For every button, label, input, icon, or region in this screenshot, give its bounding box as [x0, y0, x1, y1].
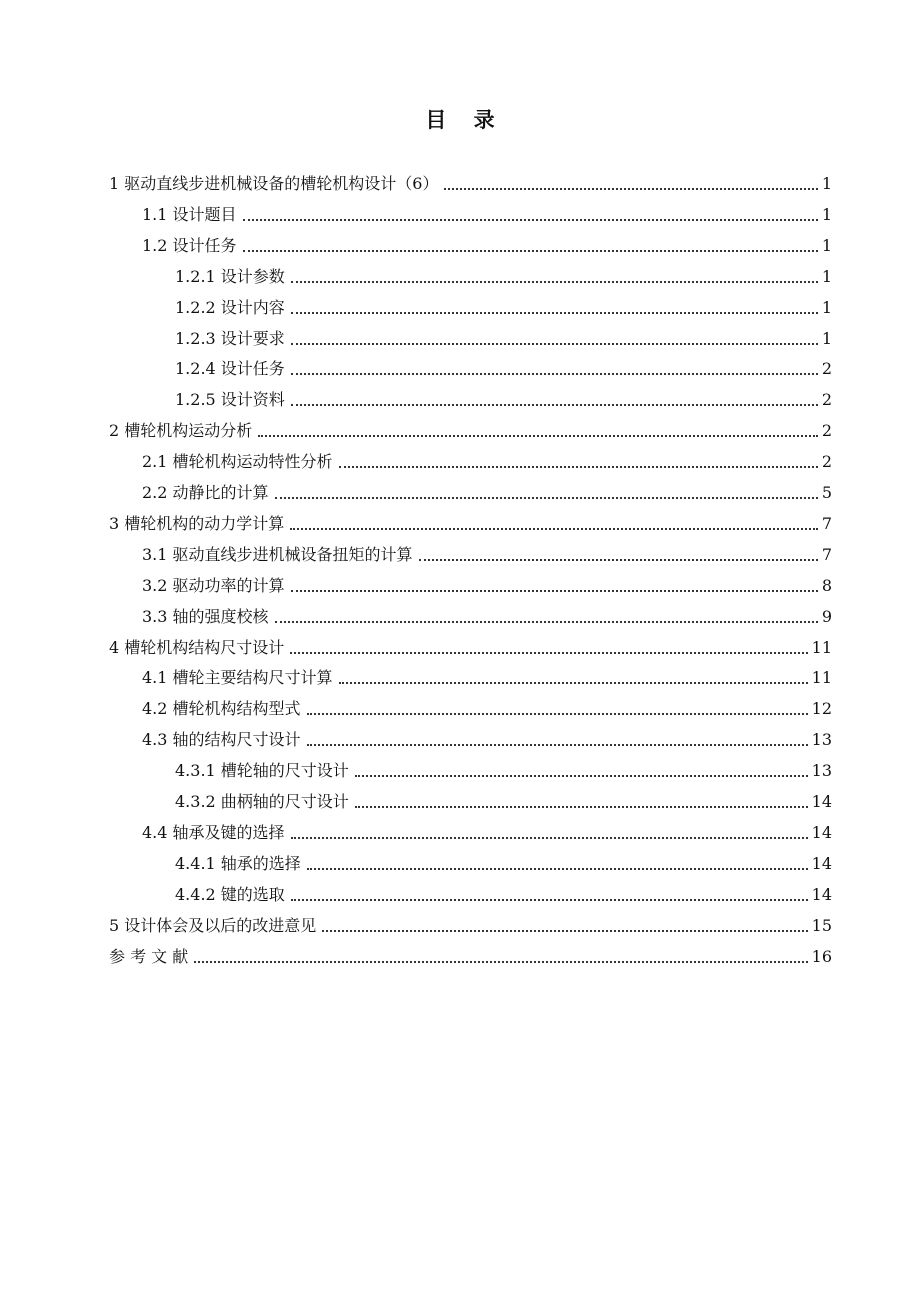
- toc-entry-page-number: 11: [811, 668, 832, 687]
- toc-entry-label: 2.2 动静比的计算: [142, 483, 269, 502]
- toc-dot-leader: [290, 508, 818, 530]
- toc-entry-page-number: 14: [811, 792, 832, 811]
- toc-entry-page-number: 1: [821, 329, 832, 348]
- toc-entry-page-number: 2: [821, 359, 832, 378]
- toc-entry-page-number: 8: [821, 576, 832, 595]
- toc-entry-page-number: 1: [821, 205, 832, 224]
- toc-dot-leader: [291, 879, 808, 901]
- toc-entry-label: 4.4.2 键的选取: [175, 885, 285, 904]
- toc-entry-page-number: 1: [821, 236, 832, 255]
- toc-dot-leader: [243, 199, 818, 221]
- toc-entry[interactable]: [142, 725, 832, 751]
- toc-entry-page-number: 5: [821, 483, 832, 502]
- toc-entry-page-number: 13: [811, 730, 832, 749]
- toc-entry-label: 4.3 轴的结构尺寸设计: [142, 730, 301, 749]
- toc-entry[interactable]: [142, 694, 832, 720]
- toc-entry[interactable]: [142, 231, 832, 257]
- toc-entry-label: 4 槽轮机构结构尺寸设计: [109, 638, 285, 657]
- toc-entry-label: 4.3.1 槽轮轴的尺寸设计: [175, 761, 349, 780]
- toc-dot-leader: [275, 601, 818, 623]
- toc-dot-leader: [290, 632, 807, 654]
- toc-title: 目 录: [425, 108, 505, 132]
- toc-dot-leader: [194, 941, 807, 963]
- toc-entry[interactable]: [175, 880, 832, 906]
- toc-entry[interactable]: [109, 416, 832, 442]
- toc-entry-page-number: 16: [811, 947, 832, 966]
- toc-entry-page-number: 15: [811, 916, 832, 935]
- toc-entry[interactable]: [175, 849, 832, 875]
- toc-entry[interactable]: [142, 818, 832, 844]
- toc-dot-leader: [307, 848, 808, 870]
- toc-dot-leader: [291, 323, 818, 345]
- toc-entry-label: 2.1 槽轮机构运动特性分析: [142, 452, 333, 471]
- toc-entry-page-number: 1: [821, 174, 832, 193]
- toc-entry[interactable]: [142, 602, 832, 628]
- toc-entry[interactable]: [142, 200, 832, 226]
- toc-entry-label: 4.2 槽轮机构结构型式: [142, 699, 301, 718]
- toc-entry-page-number: 11: [811, 638, 832, 657]
- toc-dot-leader: [291, 292, 818, 314]
- toc-entry-label: 1.1 设计题目: [142, 205, 237, 224]
- toc-entry-page-number: 14: [811, 885, 832, 904]
- toc-dot-leader: [444, 168, 817, 190]
- toc-dot-leader: [322, 910, 807, 932]
- toc-entry[interactable]: [142, 663, 832, 689]
- toc-entry-label: 3 槽轮机构的动力学计算: [109, 514, 285, 533]
- toc-entry-page-number: 14: [811, 854, 832, 873]
- toc-entry[interactable]: [142, 478, 832, 504]
- toc-entry-page-number: 1: [821, 298, 832, 317]
- toc-dot-leader: [307, 693, 808, 715]
- toc-entry[interactable]: [142, 571, 832, 597]
- toc-entry-label: 1.2.4 设计任务: [175, 359, 285, 378]
- toc-entry[interactable]: [142, 540, 832, 566]
- toc-entry-label: 4.4.1 轴承的选择: [175, 854, 301, 873]
- toc-entry[interactable]: [109, 169, 832, 195]
- toc-entry-label: 4.3.2 曲柄轴的尺寸设计: [175, 792, 349, 811]
- toc-entry-page-number: 9: [821, 607, 832, 626]
- toc-entry-label: 3.1 驱动直线步进机械设备扭矩的计算: [142, 545, 413, 564]
- toc-entry[interactable]: [109, 633, 832, 659]
- toc-entry-label: 参 考 文 献: [109, 947, 189, 966]
- toc-entry[interactable]: [109, 942, 832, 968]
- toc-entry[interactable]: [175, 354, 832, 380]
- toc-entry-page-number: 13: [811, 761, 832, 780]
- toc-entry-page-number: 12: [811, 699, 832, 718]
- toc-entry[interactable]: [175, 262, 832, 288]
- toc-dot-leader: [419, 539, 818, 561]
- toc-dot-leader: [291, 817, 808, 839]
- toc-dot-leader: [355, 755, 808, 777]
- toc-entry-label: 4.1 槽轮主要结构尺寸计算: [142, 668, 333, 687]
- toc-dot-leader: [339, 446, 818, 468]
- toc-entry-page-number: 2: [821, 390, 832, 409]
- toc-entry-label: 3.2 驱动功率的计算: [142, 576, 285, 595]
- toc-entry-label: 1.2.1 设计参数: [175, 267, 285, 286]
- toc-entry-label: 1.2 设计任务: [142, 236, 237, 255]
- toc-entry-page-number: 7: [821, 545, 832, 564]
- toc-dot-leader: [243, 230, 818, 252]
- toc-entry[interactable]: [175, 787, 832, 813]
- toc-dot-leader: [355, 786, 808, 808]
- toc-entry[interactable]: [175, 293, 832, 319]
- toc-entry-label: 1.2.5 设计资料: [175, 390, 285, 409]
- toc-entry[interactable]: [175, 324, 832, 350]
- toc-entry[interactable]: [175, 756, 832, 782]
- toc-dot-leader: [258, 415, 818, 437]
- toc-entry-label: 5 设计体会及以后的改进意见: [109, 916, 317, 935]
- toc-entry-page-number: 1: [821, 267, 832, 286]
- toc-entry-label: 1 驱动直线步进机械设备的槽轮机构设计（6）: [109, 174, 439, 193]
- toc-entry[interactable]: [175, 385, 832, 411]
- toc-dot-leader: [291, 353, 818, 375]
- toc-entry-label: 3.3 轴的强度校核: [142, 607, 269, 626]
- toc-entry[interactable]: [142, 447, 832, 473]
- toc-entry-label: 1.2.3 设计要求: [175, 329, 285, 348]
- toc-dot-leader: [291, 570, 818, 592]
- toc-entry[interactable]: [109, 911, 832, 937]
- toc-entry-page-number: 2: [821, 452, 832, 471]
- toc-dot-leader: [339, 662, 808, 684]
- toc-dot-leader: [291, 384, 818, 406]
- toc-entry-page-number: 14: [811, 823, 832, 842]
- toc-entry-page-number: 7: [821, 514, 832, 533]
- toc-entry-page-number: 2: [821, 421, 832, 440]
- toc-entry[interactable]: [109, 509, 832, 535]
- toc-entry-label: 1.2.2 设计内容: [175, 298, 285, 317]
- toc-dot-leader: [307, 724, 808, 746]
- toc-entry-label: 2 槽轮机构运动分析: [109, 421, 253, 440]
- toc-dot-leader: [275, 477, 818, 499]
- toc-entry-label: 4.4 轴承及键的选择: [142, 823, 285, 842]
- toc-dot-leader: [291, 261, 818, 283]
